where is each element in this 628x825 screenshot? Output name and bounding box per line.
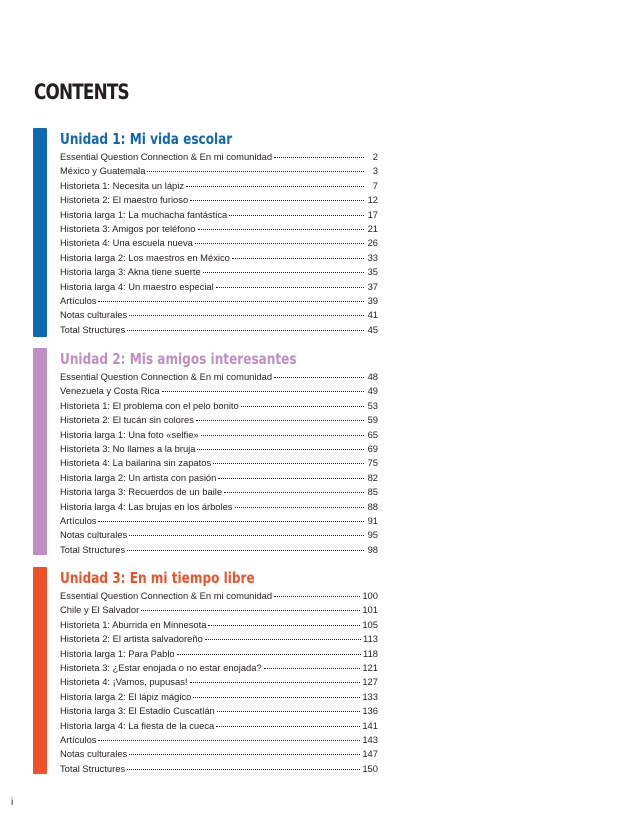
dot-leader <box>274 596 360 597</box>
dot-leader <box>127 330 364 331</box>
toc-entry-page: 3 <box>372 165 378 177</box>
toc-entry-title: Historieta 1: Necesita un lápiz <box>60 179 185 191</box>
toc-entry[interactable] <box>60 179 378 193</box>
dot-leader <box>241 406 364 407</box>
toc-entry[interactable] <box>60 236 378 250</box>
toc-entry-title: Historia larga 2: Los maestros en México <box>60 251 230 263</box>
toc-entry-page: 100 <box>362 590 378 601</box>
toc-entry-page: 26 <box>367 237 378 249</box>
toc-entry-page: 143 <box>362 733 378 745</box>
dot-leader <box>190 200 364 201</box>
toc-entry[interactable] <box>60 222 378 236</box>
toc-entry-title: Historieta 3: ¿Estar enojada o no estar enojada? <box>60 661 262 673</box>
toc-entry-title: Artículos <box>60 294 97 306</box>
dot-leader <box>213 463 364 464</box>
toc-entry-page: 48 <box>367 371 378 382</box>
dot-leader <box>98 521 364 522</box>
toc-entry[interactable] <box>60 294 378 308</box>
dot-leader <box>197 449 364 450</box>
dot-leader <box>198 229 365 230</box>
page-title: CONTENTS <box>34 80 129 104</box>
toc-entry-page: 2 <box>372 151 378 162</box>
unit-section-1 <box>33 128 378 337</box>
toc-entry-page: 98 <box>367 543 378 555</box>
toc-list <box>60 589 378 776</box>
toc-entry-page: 91 <box>367 514 378 526</box>
toc-entry-title: Historia larga 1: Para Pablo <box>60 647 175 659</box>
toc-entry-page: 33 <box>367 251 378 263</box>
toc-entry[interactable] <box>60 308 378 322</box>
toc-entry-title: Total Structures <box>60 543 126 555</box>
toc-entry[interactable] <box>60 543 378 557</box>
toc-entry-page: 95 <box>367 529 378 541</box>
toc-entry-page: 113 <box>363 633 378 645</box>
dot-leader <box>274 157 364 158</box>
toc-entry-title: Historia larga 1: Una foto «selfie» <box>60 428 199 440</box>
dot-leader <box>129 315 364 316</box>
toc-entry-page: 133 <box>362 690 378 702</box>
toc-entry-page: 101 <box>362 604 378 616</box>
toc-entry-title: Historieta 4: Una escuela nueva <box>60 237 193 249</box>
toc-entry[interactable] <box>60 690 378 704</box>
toc-entry[interactable] <box>60 280 378 294</box>
toc-entry-title: Essential Question Connection & En mi comunidad <box>60 151 273 162</box>
toc-entry-title: Venezuela y Costa Rica <box>60 385 160 397</box>
toc-entry-title: Artículos <box>60 733 97 745</box>
toc-entry[interactable] <box>60 747 378 761</box>
unit-color-bar <box>33 348 47 555</box>
dot-leader <box>205 639 361 640</box>
toc-entry-page: 121 <box>362 661 378 673</box>
dot-leader <box>162 391 364 392</box>
toc-entry-page: 65 <box>367 428 378 440</box>
toc-entry-page: 41 <box>367 309 378 321</box>
toc-entry[interactable] <box>60 704 378 718</box>
unit-color-bar <box>33 567 47 774</box>
toc-entry-title: Historia larga 3: Akna tiene suerte <box>60 266 201 278</box>
toc-entry[interactable] <box>60 514 378 528</box>
toc-entry-title: Chile y El Salvador <box>60 604 140 616</box>
toc-entry-title: Essential Question Connection & En mi comunidad <box>60 590 273 601</box>
toc-entry[interactable] <box>60 193 378 207</box>
dot-leader <box>235 507 365 508</box>
toc-entry-page: 45 <box>367 323 378 335</box>
unit-heading[interactable]: Unidad 2: Mis amigos interesantes <box>60 350 297 368</box>
dot-leader <box>98 740 360 741</box>
toc-entry-title: Essential Question Connection & En mi comunidad <box>60 371 273 382</box>
toc-entry[interactable] <box>60 500 378 514</box>
toc-list <box>60 150 378 337</box>
toc-entry-page: 118 <box>363 647 378 659</box>
toc-entry-title: Historieta 4: La bailarina sin zapatos <box>60 457 212 469</box>
toc-entry-title: Historia larga 4: La fiesta de la cueca <box>60 719 215 731</box>
toc-entry-title: Historia larga 4: Las brujas en los árboles <box>60 500 233 512</box>
toc-entry[interactable] <box>60 442 378 456</box>
unit-heading[interactable]: Unidad 1: Mi vida escolar <box>60 130 233 148</box>
toc-entry[interactable] <box>60 471 378 485</box>
toc-entry-page: 53 <box>367 399 378 411</box>
toc-entry-page: 17 <box>367 208 378 220</box>
dot-leader <box>216 726 360 727</box>
toc-entry-title: Artículos <box>60 514 97 526</box>
toc-entry[interactable] <box>60 456 378 470</box>
dot-leader <box>127 769 360 770</box>
toc-entry[interactable] <box>60 384 378 398</box>
dot-leader <box>195 243 364 244</box>
toc-entry-page: 75 <box>367 457 378 469</box>
toc-entry-page: 21 <box>367 222 378 234</box>
toc-entry[interactable] <box>60 589 378 603</box>
toc-entry-title: Historieta 1: Aburrida en Minnesota <box>60 618 207 630</box>
dot-leader <box>129 535 364 536</box>
unit-section-2 <box>33 348 378 555</box>
toc-entry-page: 12 <box>367 194 378 206</box>
toc-entry[interactable] <box>60 603 378 617</box>
toc-entry-title: México y Guatemala <box>60 165 146 177</box>
dot-leader <box>177 654 361 655</box>
toc-entry-page: 35 <box>367 266 378 278</box>
toc-entry-title: Historieta 1: El problema con el pelo bonito <box>60 399 239 411</box>
toc-entry-title: Historia larga 4: Un maestro especial <box>60 280 214 292</box>
toc-entry-title: Total Structures <box>60 323 126 335</box>
toc-entry-title: Notas culturales <box>60 309 128 321</box>
unit-color-bar <box>33 128 47 337</box>
dot-leader <box>196 420 364 421</box>
toc-entry-page: 105 <box>362 618 378 630</box>
toc-entry-title: Notas culturales <box>60 748 128 760</box>
toc-entry-page: 49 <box>367 385 378 397</box>
toc-entry-title: Historieta 4: ¡Vamos, pupusas! <box>60 676 188 688</box>
toc-entry-page: 136 <box>362 705 378 717</box>
toc-entry[interactable] <box>60 370 378 384</box>
toc-entry-title: Historieta 3: Amigos por teléfono <box>60 222 196 234</box>
dot-leader <box>147 171 364 172</box>
toc-list <box>60 370 378 557</box>
dot-leader <box>224 492 364 493</box>
toc-entry[interactable] <box>60 413 378 427</box>
toc-entry-page: 88 <box>367 500 378 512</box>
toc-entry[interactable] <box>60 632 378 646</box>
dot-leader <box>141 610 360 611</box>
toc-entry-title: Historia larga 2: Un artista con pasión <box>60 471 217 483</box>
dot-leader <box>217 711 361 712</box>
toc-entry-page: 59 <box>367 414 378 426</box>
toc-entry-title: Notas culturales <box>60 529 128 541</box>
dot-leader <box>186 186 364 187</box>
dot-leader <box>190 682 361 683</box>
dot-leader <box>216 287 364 288</box>
toc-entry[interactable] <box>60 150 378 164</box>
toc-entry[interactable] <box>60 323 378 337</box>
toc-entry[interactable] <box>60 719 378 733</box>
toc-entry-title: Historieta 3: No llames a la bruja <box>60 442 196 454</box>
toc-entry-page: 141 <box>362 719 378 731</box>
toc-entry[interactable] <box>60 485 378 499</box>
dot-leader <box>218 478 364 479</box>
dot-leader <box>127 550 364 551</box>
toc-entry[interactable] <box>60 675 378 689</box>
toc-entry-title: Historieta 2: El maestro furioso <box>60 194 189 206</box>
toc-entry[interactable] <box>60 428 378 442</box>
dot-leader <box>232 258 364 259</box>
toc-entry-page: 69 <box>367 442 378 454</box>
unit-heading[interactable]: Unidad 3: En mi tiempo libre <box>60 569 255 587</box>
toc-entry[interactable] <box>60 733 378 747</box>
toc-entry-page: 7 <box>372 179 378 191</box>
toc-entry[interactable] <box>60 618 378 632</box>
toc-entry-page: 147 <box>362 748 378 760</box>
toc-entry[interactable] <box>60 661 378 675</box>
toc-entry[interactable] <box>60 208 378 222</box>
toc-entry[interactable] <box>60 164 378 178</box>
dot-leader <box>274 377 364 378</box>
dot-leader <box>264 668 361 669</box>
toc-entry-page: 127 <box>362 676 378 688</box>
toc-entry[interactable] <box>60 399 378 413</box>
dot-leader <box>193 697 360 698</box>
toc-entry-title: Total Structures <box>60 762 126 774</box>
dot-leader <box>98 301 364 302</box>
toc-entry-page: 39 <box>367 294 378 306</box>
toc-entry-page: 85 <box>367 486 378 498</box>
dot-leader <box>229 215 364 216</box>
toc-entry[interactable] <box>60 528 378 542</box>
dot-leader <box>129 754 360 755</box>
dot-leader <box>201 435 364 436</box>
toc-entry[interactable] <box>60 762 378 776</box>
toc-entry-title: Historia larga 2: El lápiz mágico <box>60 690 192 702</box>
dot-leader <box>208 625 360 626</box>
toc-entry-page: 82 <box>367 471 378 483</box>
toc-entry-title: Historieta 2: El artista salvadoreño <box>60 633 203 645</box>
toc-entry-title: Historia larga 3: Recuerdos de un baile <box>60 486 223 498</box>
toc-entry-title: Historia larga 3: El Estadio Cuscatlán <box>60 705 215 717</box>
unit-section-3 <box>33 567 378 774</box>
toc-entry-page: 150 <box>362 762 378 774</box>
dot-leader <box>203 272 364 273</box>
toc-entry[interactable] <box>60 251 378 265</box>
toc-entry-title: Historieta 2: El tucán sin colores <box>60 414 194 426</box>
page-number: i <box>11 797 14 808</box>
toc-entry[interactable] <box>60 647 378 661</box>
toc-entry-page: 37 <box>367 280 378 292</box>
toc-entry[interactable] <box>60 265 378 279</box>
toc-entry-title: Historia larga 1: La muchacha fantástica <box>60 208 228 220</box>
